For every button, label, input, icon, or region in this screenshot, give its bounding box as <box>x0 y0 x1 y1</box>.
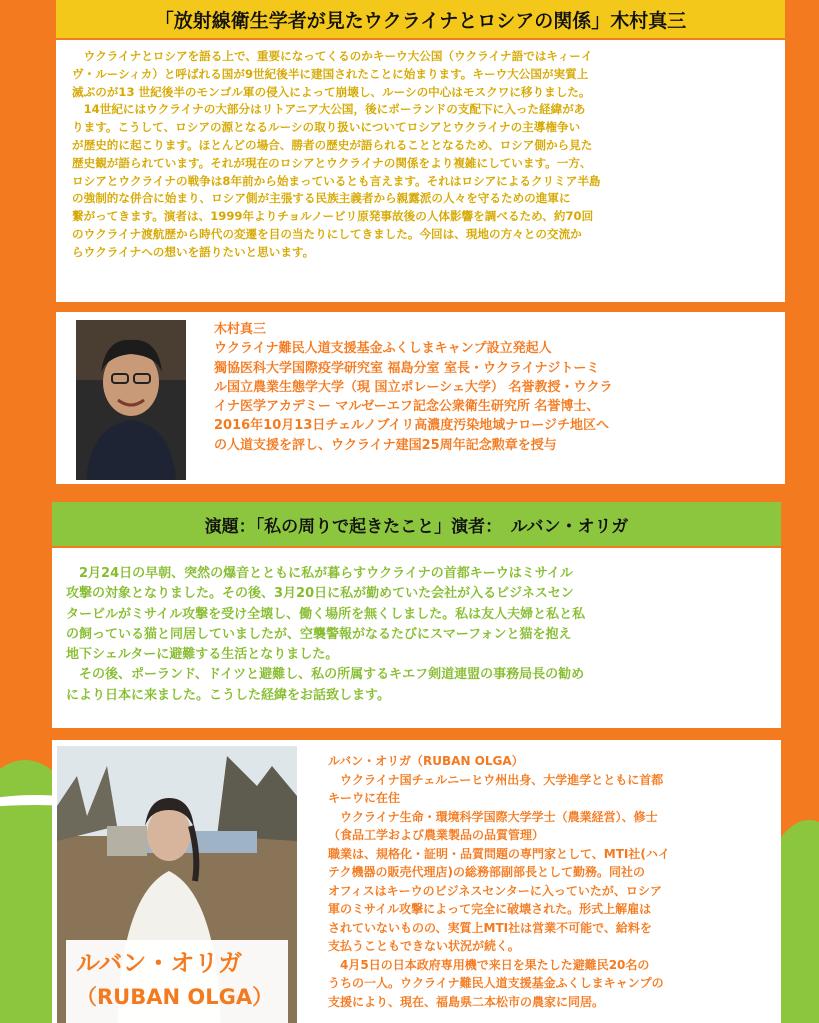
bio-line: 職業は、規格化・証明・品質問題の専門家として、MTI社(ハイ <box>328 846 670 861</box>
bio-line: 4月5日の日本政府専用機で来日を果たした避難民20名の <box>328 957 650 972</box>
bio-line: の人道支援を評し、ウクライナ建国25周年記念勲章を授与 <box>214 437 557 453</box>
bio-line: されていないものの、実質上MTI社は営業不可能で、給料を <box>328 920 652 935</box>
speaker1-photo <box>76 320 186 480</box>
lecture1-abstract <box>56 40 785 302</box>
abstract-line: 地下シェルターに避難する生活となりました。 <box>66 647 339 663</box>
bio-line: テク機器の販売代理店)の総務部副部長として勤務。同社の <box>328 865 646 879</box>
bio-line: 2016年10月13日チェルノブイリ高濃度汚染地域ナロージチ地区へ <box>214 418 610 434</box>
bio-line: 支払うこともできない状況が続く。 <box>328 939 520 953</box>
lecture2-title: 演題：「私の周りで起きたこと」演者： ルバン・オリガ <box>52 502 781 546</box>
bio-line: ウクライナ生命・環境科学国際大学学士（農業経営）、修士 <box>328 809 658 824</box>
abstract-line: ロシアとウクライナの戦争は8年前から始まっているとも言えます。それはロシアによるクリミア半島 <box>72 173 601 188</box>
bio-line: ウクライナ難民人道支援基金ふくしまキャンプ設立発起人 <box>214 341 552 357</box>
lecture2-abstract <box>52 548 781 728</box>
abstract-line: 滅ぶのが13 世紀後半のモンゴル軍の侵入によって崩壊し、ルーシの中心はモスクワに移りました。 <box>72 84 591 99</box>
bio-line: イナ医学アカデミー マルゼーエフ記念公衆衛生研究所 名誉博士、 <box>214 399 600 415</box>
abstract-line: の強制的な併合に始まり、ロシア側が主張する民族主義者から親露派の人々を守るための進軍に <box>72 191 571 206</box>
abstract-line: が歴史的に起こります。ほとんどの場合、勝者の歴史が語られることとなるため、ロシア側から見た <box>72 137 593 152</box>
abstract-line: その後、ポーランド、ドイツと避難し、私の所属するキエフ剣道連盟の事務局長の勧め <box>66 667 585 683</box>
abstract-line: ります。こうして、ロシアの源となるルーシの取り扱いについてロシアとウクライナの主導権争い <box>72 120 581 135</box>
speaker1-profile <box>56 312 785 484</box>
caption-name-english: （RUBAN OLGA） <box>76 985 274 1009</box>
speaker2-bio <box>328 752 768 1011</box>
bio-line: （食品工学および農業製品の品質管理） <box>328 828 545 842</box>
abstract-line: 2月24日の早朝、突然の爆音とともに私が暮らすウクライナの首都キーウはミサイル <box>66 566 573 581</box>
lecture1-title: 「放射線衛生学者が見たウクライナとロシアの関係」木村真三 <box>56 0 785 38</box>
bio-line: うちの一人。ウクライナ難民人道支援基金ふくしまキャンプの <box>328 976 664 990</box>
abstract-line: 歴史観が語られています。それが現在のロシアとウクライナの関係をより複雑にしています。一方、 <box>72 155 592 170</box>
bio-line: ウクライナ国チェルニーヒウ州出身、大学進学とともに首都 <box>328 772 664 787</box>
abstract-line: らウクライナへの想いを語りたいと思います。 <box>72 244 315 259</box>
bio-line: 支援により、現在、福島県二本松市の農家に同居。 <box>328 994 605 1009</box>
abstract-line: タービルがミサイル攻撃を受け全壊し、働く場所を無くしました。私は友人夫婦と私と私 <box>66 606 586 622</box>
speaker2-profile <box>52 740 781 1023</box>
speaker1-bio <box>214 320 769 455</box>
bio-line: ル国立農業生態学大学（現 国立ポレーシェ大学） 名誉教授・ウクラ <box>214 379 613 395</box>
abstract-line: 攻撃の対象となりました。その後、3月20日に私が勤めていた会社が入るビジネスセン <box>66 586 574 602</box>
bio-line: キーウに在住 <box>328 791 401 805</box>
speaker2-name-caption <box>66 940 288 1023</box>
speaker2-name: ルバン・オリガ（RUBAN OLGA） <box>328 754 524 768</box>
bio-line: 獨協医科大学国際疫学研究室 福島分室 室長・ウクライナジトーミ <box>214 360 600 376</box>
abstract-line: 繋がってきます。演者は、1999年よりチョルノービリ原発事故後の人体影響を調べるため、約70回 <box>72 209 594 224</box>
speaker1-name: 木村真三 <box>214 322 267 337</box>
abstract-line: ウクライナとロシアを語る上で、重要になってくるのかキーウ大公国（ウクライナ語ではキィーイ <box>72 49 593 63</box>
caption-name-japanese: ルバン・オリガ <box>76 949 243 977</box>
abstract-line: の飼っている猫と同居していましたが、空襲警報がなるたびにスマーフォンと猫を抱え <box>66 626 572 642</box>
abstract-line: により日本に来ました。こうした経緯をお話致します。 <box>66 687 390 703</box>
abstract-line: のウクライナ渡航歴から時代の変遷を目の当たりにしてきました。今回は、現地の方々との交流か <box>72 226 582 241</box>
bio-line: 軍のミサイル攻撃によって完全に破壊された。形式上解雇は <box>328 902 652 916</box>
abstract-line: 14世紀にはウクライナの大部分はリトアニア大公国，後にポーランドの支配下に入った経緯があ <box>72 102 586 117</box>
abstract-line: ヴ・ルーシィカ）と呼ばれる国が9世紀後半に建国されたことに始まります。キーウ大公国が実質上 <box>72 66 589 81</box>
bio-line: オフィスはキーウのビジネスセンターに入っていたが、ロシア <box>328 883 662 898</box>
